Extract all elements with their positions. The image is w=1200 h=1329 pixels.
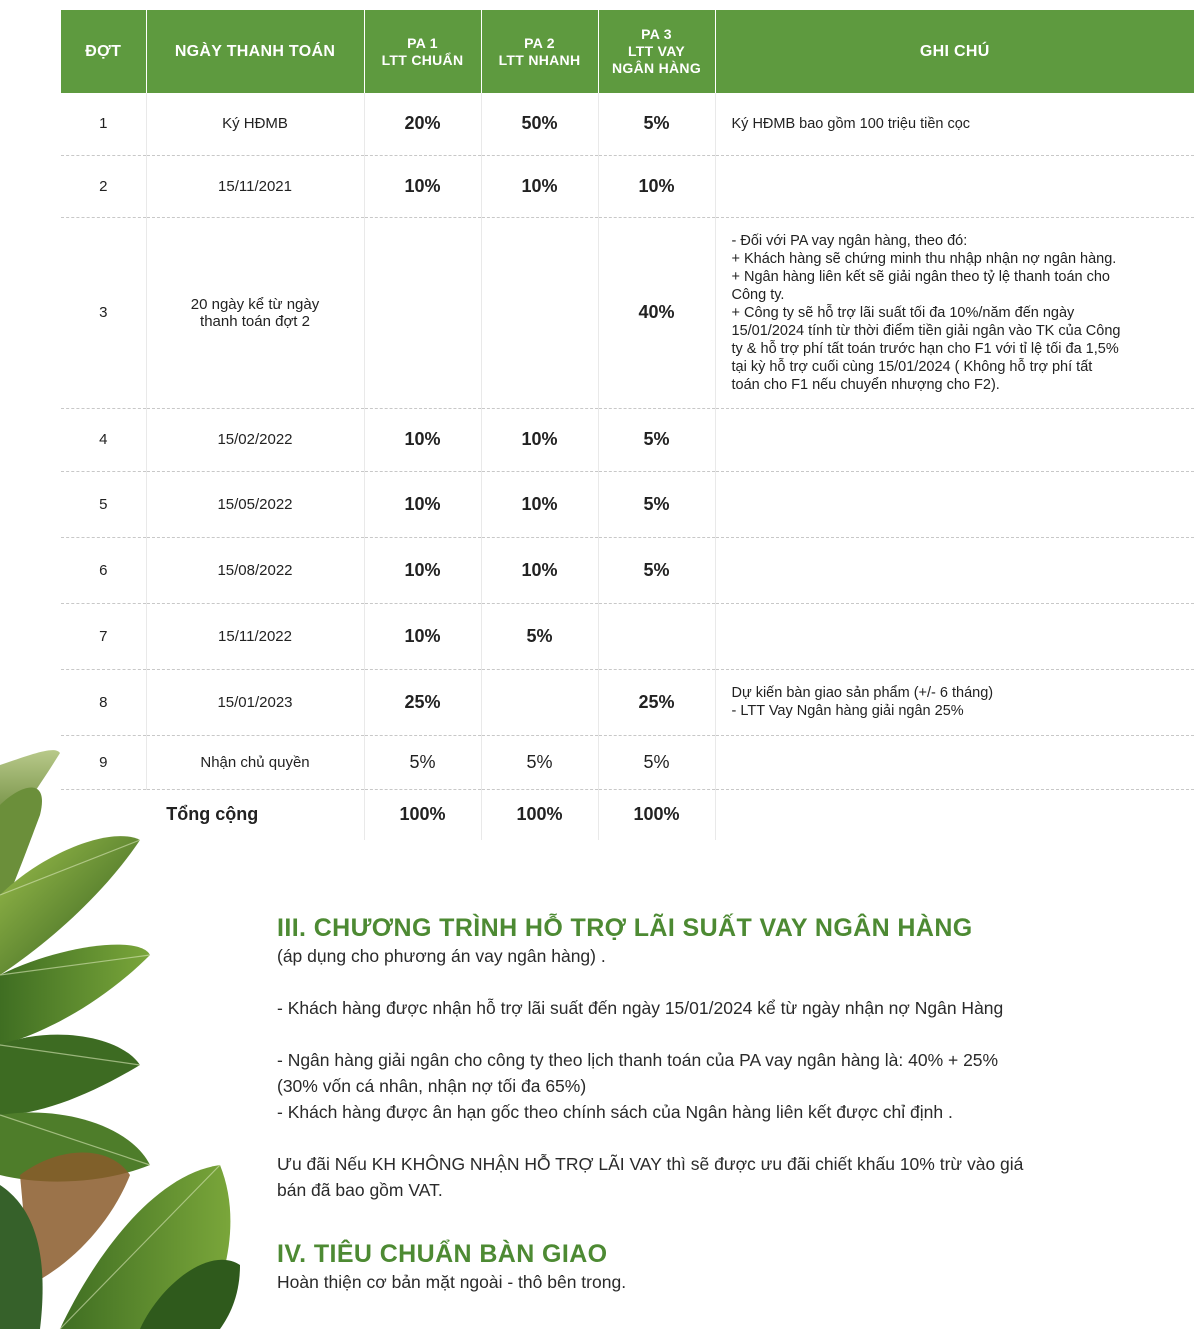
section-handover-standard: [277, 1240, 626, 1295]
note-line: + Công ty sẽ hỗ trợ lãi suất tối đa 10%/năm đến ngày: [731, 304, 1075, 321]
row-pa1: 5%: [364, 735, 481, 789]
row-pa2: 10%: [481, 408, 598, 471]
row-pa1: 10%: [364, 537, 481, 603]
header-pa3: [598, 10, 715, 93]
row-note: [715, 217, 1194, 408]
table-row: [61, 217, 1194, 408]
note-line: - Đối với PA vay ngân hàng, theo đó:: [731, 232, 968, 249]
row-pa3: 5%: [598, 93, 715, 155]
row-pa3: 5%: [598, 471, 715, 537]
row-date: 15/05/2022: [146, 471, 364, 537]
note-line: tại kỳ hỗ trợ cuối cùng 15/01/2024 ( Không hỗ trợ phí tất: [731, 358, 1093, 375]
row-pa1: 10%: [364, 471, 481, 537]
row-pa2: 10%: [481, 537, 598, 603]
table-row: [61, 603, 1194, 669]
row-pa1: [364, 217, 481, 408]
row-note: [715, 93, 1194, 155]
row-date: 15/11/2022: [146, 603, 364, 669]
row-date: 15/02/2022: [146, 408, 364, 471]
row-note: [715, 603, 1194, 669]
row-pa2: [481, 669, 598, 735]
header-pa3-line3: NGÂN HÀNG: [611, 60, 702, 76]
section4-text: Hoàn thiện cơ bản mặt ngoài - thô bên trong.: [277, 1272, 627, 1292]
row-date: Nhận chủ quyền: [146, 735, 364, 789]
note-line: 15/01/2024 tính từ thời điểm tiền giải ngân vào TK của Công: [731, 322, 1121, 339]
row-note: [715, 669, 1194, 735]
row-note: [715, 408, 1194, 471]
table-row: [61, 537, 1194, 603]
row-date-line2: thanh toán đợt 2: [200, 312, 310, 330]
row-pa1: 20%: [364, 93, 481, 155]
row-pa3: 5%: [598, 735, 715, 789]
table-row: [61, 735, 1194, 789]
section-bank-loan-support: [277, 914, 1023, 1203]
row-note: [715, 537, 1194, 603]
payment-schedule-table: [61, 10, 1194, 840]
row-note: [715, 155, 1194, 217]
row-pa2: 10%: [481, 155, 598, 217]
total-pa1: 100%: [364, 789, 481, 840]
total-pa3: 100%: [598, 789, 715, 840]
row-dot: 2: [61, 155, 146, 217]
row-pa3: 40%: [598, 217, 715, 408]
row-date: 15/11/2021: [146, 155, 364, 217]
row-pa2: 10%: [481, 471, 598, 537]
row-date: Ký HĐMB: [146, 93, 364, 155]
header-pa3-line1: PA 3: [641, 26, 672, 42]
section4-title: IV. TIÊU CHUẨN BÀN GIAO: [277, 1240, 608, 1268]
row-dot: 4: [61, 408, 146, 471]
header-pa1-line2: LTT CHUẨN: [381, 51, 464, 68]
section3-subtitle: (áp dụng cho phương án vay ngân hàng) .: [277, 946, 606, 966]
row-pa1: 10%: [364, 155, 481, 217]
row-note: [715, 471, 1194, 537]
row-pa3: 5%: [598, 408, 715, 471]
row-pa1: 10%: [364, 408, 481, 471]
section3-paragraph-2-line1: - Ngân hàng giải ngân cho công ty theo lịch thanh toán của PA vay ngân hàng là: 40% + 25%: [277, 1050, 999, 1070]
row-pa3: 10%: [598, 155, 715, 217]
header-ghi-chu: GHI CHÚ: [715, 10, 1194, 93]
note-line: + Ngân hàng liên kết sẽ giải ngân theo tỷ lệ thanh toán cho: [731, 268, 1110, 285]
row-pa1: 25%: [364, 669, 481, 735]
row-dot: 3: [61, 217, 146, 408]
row-date: [146, 217, 364, 408]
row-pa1: 10%: [364, 603, 481, 669]
header-ngay-thanh-toan: NGÀY THANH TOÁN: [146, 10, 364, 93]
header-pa2-line2: LTT NHANH: [498, 51, 581, 68]
row-date: 15/01/2023: [146, 669, 364, 735]
header-pa2-line1: PA 2: [524, 34, 555, 51]
row-pa2: 5%: [481, 735, 598, 789]
table-row: [61, 408, 1194, 471]
header-pa2: [481, 10, 598, 93]
total-pa2: 100%: [481, 789, 598, 840]
row-pa2: 5%: [481, 603, 598, 669]
section3-paragraph-4-line2: bán đã bao gồm VAT.: [277, 1180, 443, 1200]
row-dot: 6: [61, 537, 146, 603]
section3-paragraph-2-line2: (30% vốn cá nhân, nhận nợ tối đa 65%): [277, 1076, 587, 1096]
row-pa3: 5%: [598, 537, 715, 603]
row-pa3: [598, 603, 715, 669]
section3-paragraph-1: - Khách hàng được nhận hỗ trợ lãi suất đến ngày 15/01/2024 kể từ ngày nhận nợ Ngân Hàng: [277, 998, 1004, 1018]
total-note: [715, 789, 1194, 840]
row-dot: 7: [61, 603, 146, 669]
header-dot: ĐỢT: [61, 10, 146, 93]
row-date: 15/08/2022: [146, 537, 364, 603]
table-total-row: [61, 789, 1194, 840]
total-label: Tổng cộng: [61, 789, 364, 840]
note-line: + Khách hàng sẽ chứng minh thu nhập nhận nợ ngân hàng.: [731, 250, 1117, 267]
row-pa3: 25%: [598, 669, 715, 735]
table-row: [61, 155, 1194, 217]
header-pa3-line2: LTT VAY: [627, 43, 686, 59]
note-line: Dự kiến bàn giao sản phẩm (+/- 6 tháng): [731, 685, 994, 701]
table-row: [61, 93, 1194, 155]
row-dot: 5: [61, 471, 146, 537]
note-line: ty & hỗ trợ phí tất toán trước hạn cho F1 với tỉ lệ tối đa 1,5%: [731, 340, 1119, 357]
note-line: Ký HĐMB bao gồm 100 triệu tiền cọc: [731, 115, 971, 132]
row-pa2: 50%: [481, 93, 598, 155]
row-dot: 8: [61, 669, 146, 735]
header-pa1-line1: PA 1: [407, 34, 438, 51]
note-line: - LTT Vay Ngân hàng giải ngân 25%: [731, 703, 964, 719]
section3-paragraph-4-line1: Ưu đãi Nếu KH KHÔNG NHẬN HỖ TRỢ LÃI VAY thì sẽ được ưu đãi chiết khấu 10% trừ vào giá: [277, 1154, 1024, 1174]
section3-title: III. CHƯƠNG TRÌNH HỖ TRỢ LÃI SUẤT VAY NGÂN HÀNG: [277, 914, 973, 942]
header-pa1: [364, 10, 481, 93]
row-dot: 1: [61, 93, 146, 155]
note-line: Công ty.: [731, 286, 785, 303]
section3-paragraph-3: - Khách hàng được ân hạn gốc theo chính sách của Ngân hàng liên kết được chỉ định .: [277, 1102, 953, 1122]
table-row: [61, 669, 1194, 735]
row-date-line1: 20 ngày kể từ ngày: [190, 295, 320, 313]
note-line: toán cho F1 nếu chuyển nhượng cho F2).: [731, 376, 1000, 393]
table-header-row: [61, 10, 1194, 93]
row-note: [715, 735, 1194, 789]
row-pa2: [481, 217, 598, 408]
row-dot: 9: [61, 735, 146, 789]
table-row: [61, 471, 1194, 537]
